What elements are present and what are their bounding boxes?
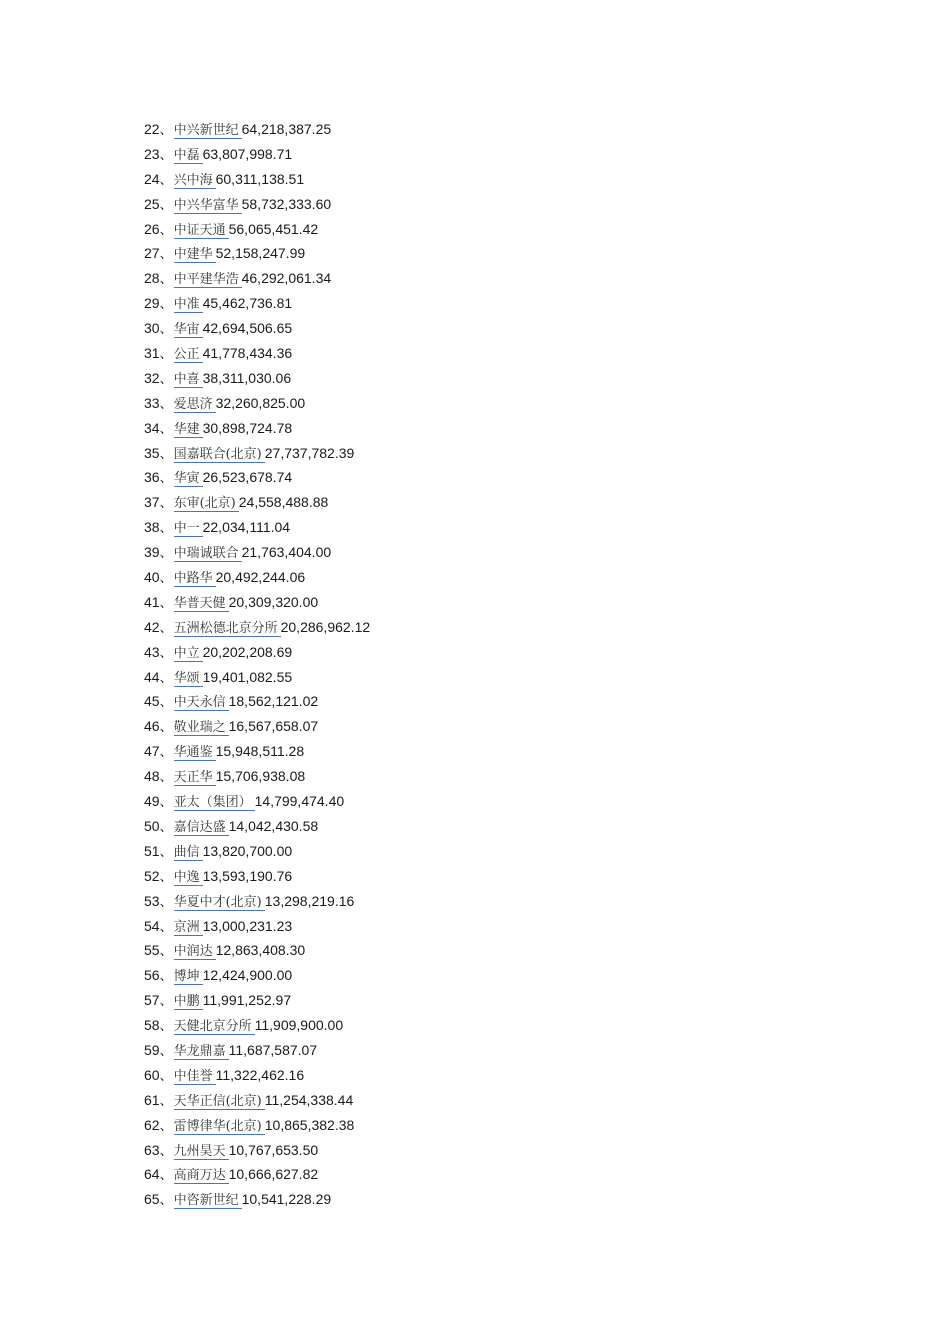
rank-number: 25 bbox=[144, 195, 160, 212]
firm-name-link[interactable]: 中建华 bbox=[174, 247, 216, 263]
list-item bbox=[144, 665, 370, 690]
rank-number: 47 bbox=[144, 743, 160, 760]
firm-name-link[interactable]: 中一 bbox=[174, 521, 203, 537]
firm-name-link[interactable]: 嘉信达盛 bbox=[174, 820, 229, 836]
firm-name-link[interactable]: 国嘉联合(北京) bbox=[174, 447, 265, 463]
list-item bbox=[144, 167, 370, 192]
rank-number: 51 bbox=[144, 842, 160, 859]
rank-number: 64 bbox=[144, 1166, 160, 1183]
revenue-amount: 13,000,231.23 bbox=[202, 917, 293, 934]
list-item bbox=[144, 142, 370, 167]
list-item bbox=[144, 1013, 370, 1038]
rank-separator: 、 bbox=[159, 994, 173, 1010]
rank-separator: 、 bbox=[159, 819, 173, 835]
rank-separator: 、 bbox=[159, 620, 173, 636]
rank-separator: 、 bbox=[159, 322, 173, 338]
rank-number: 36 bbox=[144, 469, 160, 486]
list-item bbox=[144, 714, 370, 739]
rank-number: 58 bbox=[144, 1017, 160, 1034]
rank-number: 33 bbox=[144, 394, 160, 411]
rank-separator: 、 bbox=[159, 446, 173, 462]
revenue-amount: 20,286,962.12 bbox=[280, 618, 371, 635]
revenue-amount: 13,820,700.00 bbox=[202, 842, 293, 859]
firm-name-link[interactable]: 天正华 bbox=[174, 770, 216, 786]
rank-number: 39 bbox=[144, 544, 160, 561]
firm-name-link[interactable]: 中喜 bbox=[174, 372, 203, 388]
revenue-amount: 58,732,333.60 bbox=[241, 195, 332, 212]
list-item bbox=[144, 914, 370, 939]
revenue-amount: 52,158,247.99 bbox=[215, 245, 306, 262]
firm-name-link[interactable]: 中立 bbox=[174, 646, 203, 662]
rank-number: 41 bbox=[144, 593, 160, 610]
revenue-amount: 41,778,434.36 bbox=[202, 345, 293, 362]
list-item bbox=[144, 839, 370, 864]
firm-name-link[interactable]: 中兴华富华 bbox=[174, 198, 242, 214]
firm-name-link[interactable]: 中润达 bbox=[174, 944, 216, 960]
firm-name-link[interactable]: 华普天健 bbox=[174, 596, 229, 612]
rank-separator: 、 bbox=[159, 571, 173, 587]
firm-name-link[interactable]: 中证天通 bbox=[174, 223, 229, 239]
revenue-amount: 45,462,736.81 bbox=[202, 295, 293, 312]
rank-number: 30 bbox=[144, 320, 160, 337]
rank-separator: 、 bbox=[159, 396, 173, 412]
list-item bbox=[144, 615, 370, 640]
firm-name-link[interactable]: 兴中海 bbox=[174, 173, 216, 189]
list-item bbox=[144, 241, 370, 266]
rank-separator: 、 bbox=[159, 869, 173, 885]
firm-name-link[interactable]: 中鹏 bbox=[174, 994, 203, 1010]
revenue-amount: 56,065,451.42 bbox=[228, 220, 319, 237]
rank-separator: 、 bbox=[159, 197, 173, 213]
rank-separator: 、 bbox=[159, 795, 173, 811]
rank-separator: 、 bbox=[159, 670, 173, 686]
revenue-amount: 30,898,724.78 bbox=[202, 419, 293, 436]
revenue-amount: 63,807,998.71 bbox=[202, 145, 293, 162]
revenue-amount: 10,865,382.38 bbox=[264, 1116, 355, 1133]
rank-separator: 、 bbox=[159, 222, 173, 238]
list-item bbox=[144, 117, 370, 142]
list-item bbox=[144, 291, 370, 316]
revenue-amount: 21,763,404.00 bbox=[241, 544, 332, 561]
rank-number: 46 bbox=[144, 718, 160, 735]
list-item bbox=[144, 1088, 370, 1113]
rank-separator: 、 bbox=[159, 919, 173, 935]
revenue-amount: 12,424,900.00 bbox=[202, 967, 293, 984]
list-item bbox=[144, 366, 370, 391]
rank-separator: 、 bbox=[159, 1118, 173, 1134]
firm-name-link[interactable]: 亚太（集团） bbox=[174, 795, 255, 811]
rank-number: 42 bbox=[144, 618, 160, 635]
rank-number: 28 bbox=[144, 270, 160, 287]
rank-number: 26 bbox=[144, 220, 160, 237]
rank-separator: 、 bbox=[159, 421, 173, 437]
rank-number: 29 bbox=[144, 295, 160, 312]
rank-number: 48 bbox=[144, 768, 160, 785]
firm-name-link[interactable]: 中路华 bbox=[174, 571, 216, 587]
list-item bbox=[144, 1113, 370, 1138]
ranking-list bbox=[144, 117, 370, 1212]
list-item bbox=[144, 515, 370, 540]
revenue-amount: 14,799,474.40 bbox=[254, 793, 345, 810]
rank-separator: 、 bbox=[159, 944, 173, 960]
list-item bbox=[144, 938, 370, 963]
firm-name-link[interactable]: 华建 bbox=[174, 422, 203, 438]
firm-name-link[interactable]: 中咨新世纪 bbox=[174, 1193, 242, 1209]
firm-name-link[interactable]: 华寅 bbox=[174, 471, 203, 487]
list-item bbox=[144, 764, 370, 789]
list-item bbox=[144, 689, 370, 714]
rank-separator: 、 bbox=[159, 969, 173, 985]
revenue-amount: 64,218,387.25 bbox=[241, 121, 332, 137]
rank-separator: 、 bbox=[159, 272, 173, 288]
rank-separator: 、 bbox=[159, 770, 173, 786]
rank-separator: 、 bbox=[159, 123, 173, 138]
list-item bbox=[144, 1187, 370, 1212]
rank-number: 60 bbox=[144, 1066, 160, 1083]
rank-separator: 、 bbox=[159, 546, 173, 562]
revenue-amount: 22,034,111.04 bbox=[202, 519, 291, 536]
rank-separator: 、 bbox=[159, 1043, 173, 1059]
list-item bbox=[144, 963, 370, 988]
firm-name-link[interactable]: 中准 bbox=[174, 297, 203, 313]
list-item bbox=[144, 565, 370, 590]
firm-name-link[interactable]: 京洲 bbox=[174, 920, 203, 936]
list-item bbox=[144, 590, 370, 615]
firm-name-link[interactable]: 高商万达 bbox=[174, 1168, 229, 1184]
list-item bbox=[144, 540, 370, 565]
revenue-amount: 11,687,587.07 bbox=[228, 1041, 318, 1058]
rank-number: 31 bbox=[144, 345, 160, 362]
list-item bbox=[144, 1038, 370, 1063]
revenue-amount: 46,292,061.34 bbox=[241, 270, 332, 287]
list-item bbox=[144, 416, 370, 441]
list-item bbox=[144, 465, 370, 490]
rank-separator: 、 bbox=[159, 1193, 173, 1209]
rank-separator: 、 bbox=[159, 471, 173, 487]
rank-separator: 、 bbox=[159, 745, 173, 761]
rank-number: 62 bbox=[144, 1116, 160, 1133]
list-item bbox=[144, 864, 370, 889]
revenue-amount: 20,492,244.06 bbox=[215, 569, 306, 586]
firm-name-link[interactable]: 华宙 bbox=[174, 322, 203, 338]
list-item bbox=[144, 266, 370, 291]
revenue-amount: 18,562,121.02 bbox=[228, 693, 319, 710]
firm-name-link[interactable]: 天华正信(北京) bbox=[174, 1094, 265, 1110]
list-item bbox=[144, 341, 370, 366]
list-item bbox=[144, 316, 370, 341]
rank-number: 35 bbox=[144, 444, 160, 461]
rank-separator: 、 bbox=[159, 521, 173, 537]
firm-name-link[interactable]: 中磊 bbox=[174, 148, 203, 164]
revenue-amount: 20,202,208.69 bbox=[202, 643, 293, 660]
revenue-amount: 16,567,658.07 bbox=[228, 718, 319, 735]
rank-number: 24 bbox=[144, 170, 160, 187]
rank-number: 53 bbox=[144, 892, 160, 909]
firm-name-link[interactable]: 中平建华浩 bbox=[174, 272, 242, 288]
rank-separator: 、 bbox=[159, 496, 173, 512]
rank-separator: 、 bbox=[159, 347, 173, 363]
firm-name-link[interactable]: 九州昊天 bbox=[174, 1144, 229, 1160]
list-item bbox=[144, 789, 370, 814]
revenue-amount: 24,558,488.88 bbox=[238, 494, 329, 511]
list-item bbox=[144, 640, 370, 665]
firm-name-link[interactable]: 华通鉴 bbox=[174, 745, 216, 761]
rank-number: 37 bbox=[144, 494, 160, 511]
firm-name-link[interactable]: 天健北京分所 bbox=[174, 1019, 255, 1035]
revenue-amount: 11,991,252.97 bbox=[202, 992, 292, 1009]
revenue-amount: 60,311,138.51 bbox=[215, 170, 305, 187]
list-item bbox=[144, 814, 370, 839]
rank-number: 63 bbox=[144, 1141, 160, 1158]
rank-number: 40 bbox=[144, 569, 160, 586]
revenue-amount: 14,042,430.58 bbox=[228, 817, 319, 834]
revenue-amount: 19,401,082.55 bbox=[202, 668, 293, 685]
revenue-amount: 10,767,653.50 bbox=[228, 1141, 319, 1158]
revenue-amount: 27,737,782.39 bbox=[264, 444, 355, 461]
firm-name-link[interactable]: 雷博律华(北京) bbox=[174, 1119, 265, 1135]
list-item bbox=[144, 988, 370, 1013]
rank-separator: 、 bbox=[159, 595, 173, 611]
firm-name-link[interactable]: 中佳誉 bbox=[174, 1069, 216, 1085]
firm-name-link[interactable]: 华颂 bbox=[174, 671, 203, 687]
rank-separator: 、 bbox=[159, 695, 173, 711]
rank-number: 52 bbox=[144, 867, 160, 884]
rank-separator: 、 bbox=[159, 247, 173, 263]
firm-name-link[interactable]: 华龙鼎嘉 bbox=[174, 1044, 229, 1060]
firm-name-link[interactable]: 中兴新世纪 bbox=[174, 123, 242, 139]
revenue-amount: 10,541,228.29 bbox=[241, 1191, 332, 1208]
firm-name-link[interactable]: 爱思济 bbox=[174, 397, 216, 413]
rank-number: 43 bbox=[144, 643, 160, 660]
rank-number: 65 bbox=[144, 1191, 160, 1208]
rank-number: 49 bbox=[144, 793, 160, 810]
rank-separator: 、 bbox=[159, 1168, 173, 1184]
revenue-amount: 11,254,338.44 bbox=[264, 1091, 354, 1108]
rank-number: 56 bbox=[144, 967, 160, 984]
rank-number: 32 bbox=[144, 369, 160, 386]
rank-separator: 、 bbox=[159, 297, 173, 313]
rank-number: 22 bbox=[144, 121, 160, 137]
list-item bbox=[144, 1138, 370, 1163]
rank-number: 23 bbox=[144, 145, 160, 162]
rank-separator: 、 bbox=[159, 147, 173, 163]
rank-number: 50 bbox=[144, 817, 160, 834]
firm-name-link[interactable]: 博坤 bbox=[174, 969, 203, 985]
rank-number: 57 bbox=[144, 992, 160, 1009]
firm-name-link[interactable]: 曲信 bbox=[174, 845, 203, 861]
rank-separator: 、 bbox=[159, 371, 173, 387]
list-item bbox=[144, 192, 370, 217]
firm-name-link[interactable]: 五洲松德北京分所 bbox=[174, 621, 281, 637]
rank-number: 34 bbox=[144, 419, 160, 436]
rank-separator: 、 bbox=[159, 1143, 173, 1159]
rank-number: 27 bbox=[144, 245, 160, 262]
list-item bbox=[144, 889, 370, 914]
revenue-amount: 13,593,190.76 bbox=[202, 867, 293, 884]
rank-number: 38 bbox=[144, 519, 160, 536]
revenue-amount: 20,309,320.00 bbox=[228, 593, 319, 610]
revenue-amount: 12,863,408.30 bbox=[215, 942, 306, 959]
firm-name-link[interactable]: 公正 bbox=[174, 347, 203, 363]
firm-name-link[interactable]: 华夏中才(北京) bbox=[174, 895, 265, 911]
rank-separator: 、 bbox=[159, 1019, 173, 1035]
rank-separator: 、 bbox=[159, 1068, 173, 1084]
revenue-amount: 11,322,462.16 bbox=[215, 1066, 305, 1083]
list-item bbox=[144, 217, 370, 242]
firm-name-link[interactable]: 东审(北京) bbox=[174, 496, 239, 512]
rank-separator: 、 bbox=[159, 1093, 173, 1109]
revenue-amount: 38,311,030.06 bbox=[202, 369, 292, 386]
list-item bbox=[144, 490, 370, 515]
firm-name-link[interactable]: 中逸 bbox=[174, 870, 203, 886]
rank-separator: 、 bbox=[159, 894, 173, 910]
revenue-amount: 26,523,678.74 bbox=[202, 469, 293, 486]
list-item bbox=[144, 739, 370, 764]
list-item bbox=[144, 441, 370, 466]
revenue-amount: 11,909,900.00 bbox=[254, 1017, 344, 1034]
rank-number: 59 bbox=[144, 1041, 160, 1058]
rank-separator: 、 bbox=[159, 172, 173, 188]
revenue-amount: 15,948,511.28 bbox=[215, 743, 305, 760]
list-item bbox=[144, 1063, 370, 1088]
rank-number: 54 bbox=[144, 917, 160, 934]
rank-number: 55 bbox=[144, 942, 160, 959]
firm-name-link[interactable]: 敬业瑞之 bbox=[174, 720, 229, 736]
list-item bbox=[144, 391, 370, 416]
revenue-amount: 10,666,627.82 bbox=[228, 1166, 319, 1183]
rank-separator: 、 bbox=[159, 720, 173, 736]
revenue-amount: 15,706,938.08 bbox=[215, 768, 306, 785]
rank-number: 44 bbox=[144, 668, 160, 685]
rank-number: 45 bbox=[144, 693, 160, 710]
firm-name-link[interactable]: 中瑞诚联合 bbox=[174, 546, 242, 562]
rank-separator: 、 bbox=[159, 844, 173, 860]
revenue-amount: 42,694,506.65 bbox=[202, 320, 293, 337]
rank-separator: 、 bbox=[159, 645, 173, 661]
list-item bbox=[144, 1162, 370, 1187]
revenue-amount: 13,298,219.16 bbox=[264, 892, 355, 909]
revenue-amount: 32,260,825.00 bbox=[215, 394, 306, 411]
rank-number: 61 bbox=[144, 1091, 160, 1108]
firm-name-link[interactable]: 中天永信 bbox=[174, 695, 229, 711]
